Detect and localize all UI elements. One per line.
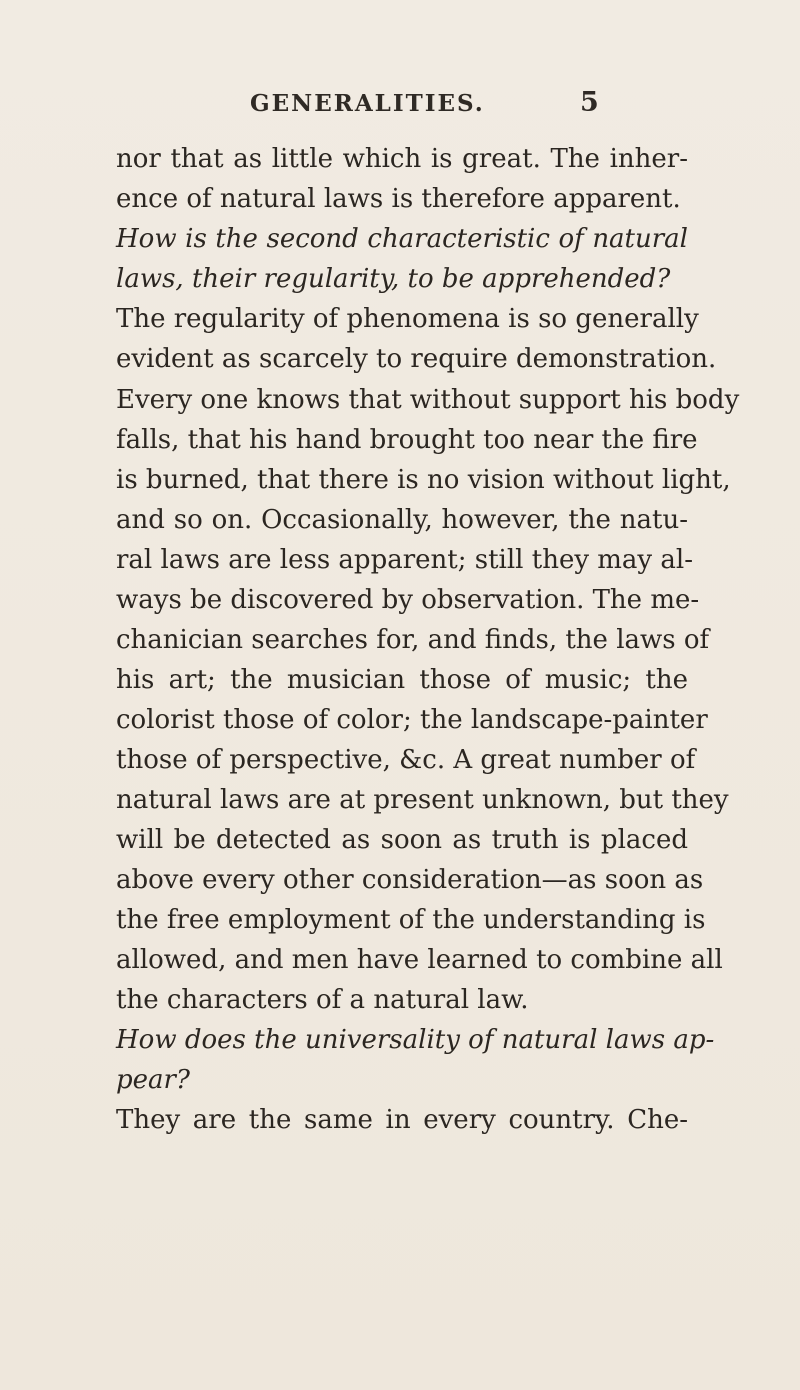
question-line: How is the second characteristic of natural xyxy=(116,224,688,254)
text-line: ral laws are less apparent; still they may al- xyxy=(116,545,693,575)
text-line: falls, that his hand brought too near the fire xyxy=(116,425,698,455)
text-line: above every other consideration—as soon as xyxy=(116,865,704,895)
text-line: The regularity of phenomena is so generally xyxy=(116,304,699,334)
page-number: 5 xyxy=(580,87,599,118)
question-line: How does the universality of natural laws ap- xyxy=(116,1025,715,1055)
text-line: and so on. Occasionally, however, the natu- xyxy=(116,505,688,535)
question-line: laws, their regularity, to be apprehended? xyxy=(116,264,671,294)
text-line: ence of natural laws is therefore apparent. xyxy=(116,184,681,214)
text-line: the free employment of the understanding is xyxy=(116,905,706,935)
text-line: allowed, and men have learned to combine all xyxy=(116,945,723,975)
text-line: They are the same in every country. Che- xyxy=(116,1105,688,1135)
text-line: his art; the musician those of music; the xyxy=(116,665,688,695)
text-line: is burned, that there is no vision without light, xyxy=(116,465,731,495)
text-line: the characters of a natural law. xyxy=(116,985,529,1015)
running-title: GENERALITIES. xyxy=(250,90,485,117)
text-line: chanician searches for, and finds, the laws of xyxy=(116,625,710,655)
text-line: natural laws are at present unknown, but they xyxy=(116,785,729,815)
text-line: ways be discovered by observation. The me- xyxy=(116,585,700,615)
text-line: colorist those of color; the landscape-painter xyxy=(116,705,708,735)
text-line: nor that as little which is great. The inher- xyxy=(116,144,688,174)
question-line: pear? xyxy=(116,1065,190,1095)
text-line: Every one knows that without support his body xyxy=(116,385,740,415)
text-line: evident as scarcely to require demonstration. xyxy=(116,344,717,374)
text-line: those of perspective, &c. A great number of xyxy=(116,745,696,775)
text-line: will be detected as soon as truth is placed xyxy=(116,825,688,855)
